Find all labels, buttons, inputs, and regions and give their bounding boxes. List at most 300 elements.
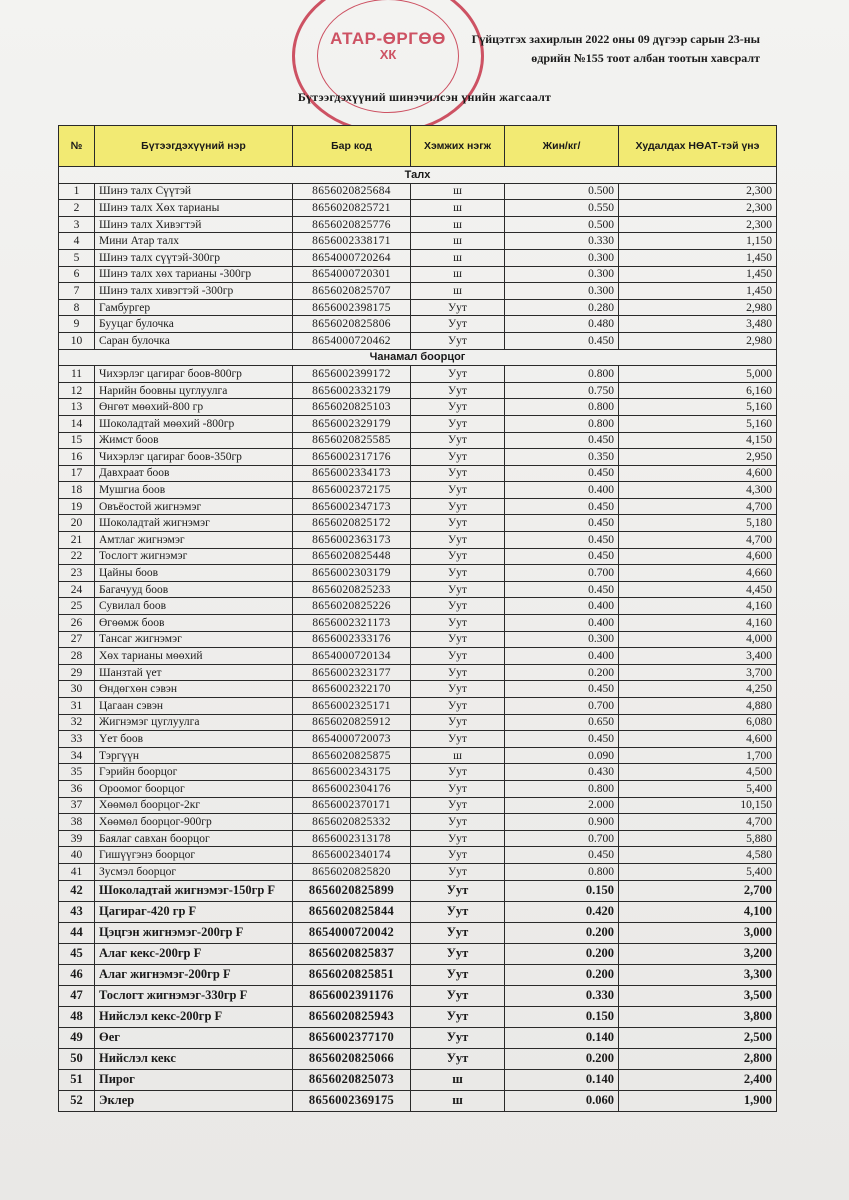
table-row bbox=[59, 814, 777, 831]
cell-price: 4,160 bbox=[619, 615, 777, 632]
cell-unit: ш bbox=[411, 216, 505, 233]
cell-price: 5,000 bbox=[619, 366, 777, 383]
cell-name: Өгөөмж боов bbox=[95, 615, 293, 632]
cell-barcode: 8656002333176 bbox=[293, 631, 411, 648]
cell-name: Овъёостой жигнэмэг bbox=[95, 498, 293, 515]
cell-weight: 0.140 bbox=[505, 1027, 619, 1048]
cell-name: Тослогт жигнэмэг-330гр F bbox=[95, 985, 293, 1006]
cell-weight: 0.350 bbox=[505, 449, 619, 466]
cell-barcode: 8656002347173 bbox=[293, 498, 411, 515]
cell-weight: 0.200 bbox=[505, 664, 619, 681]
cell-unit: Уут bbox=[411, 985, 505, 1006]
cell-weight: 0.330 bbox=[505, 985, 619, 1006]
cell-unit: Уут bbox=[411, 830, 505, 847]
cell-no: 16 bbox=[59, 449, 95, 466]
cell-weight: 0.700 bbox=[505, 830, 619, 847]
cell-price: 4,250 bbox=[619, 681, 777, 698]
table-row bbox=[59, 880, 777, 901]
table-row bbox=[59, 581, 777, 598]
cell-price: 4,700 bbox=[619, 498, 777, 515]
cell-name: Мушгиа боов bbox=[95, 482, 293, 499]
cell-barcode: 8656002323177 bbox=[293, 664, 411, 681]
cell-no: 43 bbox=[59, 901, 95, 922]
table-row bbox=[59, 598, 777, 615]
cell-weight: 0.090 bbox=[505, 747, 619, 764]
cell-barcode: 8656020825875 bbox=[293, 747, 411, 764]
cell-weight: 0.200 bbox=[505, 943, 619, 964]
cell-name: Өнгөт мөөхий-800 гр bbox=[95, 399, 293, 416]
cell-barcode: 8656002332179 bbox=[293, 382, 411, 399]
cell-weight: 0.450 bbox=[505, 515, 619, 532]
table-row bbox=[59, 664, 777, 681]
cell-weight: 0.280 bbox=[505, 299, 619, 316]
cell-no: 7 bbox=[59, 283, 95, 300]
cell-no: 44 bbox=[59, 922, 95, 943]
price-list-table bbox=[58, 125, 777, 1112]
cell-no: 20 bbox=[59, 515, 95, 532]
table-row bbox=[59, 432, 777, 449]
cell-name: Хөөмөл боорцог-900гр bbox=[95, 814, 293, 831]
table-row bbox=[59, 964, 777, 985]
section-header-row bbox=[59, 349, 777, 366]
table-body bbox=[59, 167, 777, 1112]
cell-unit: Уут bbox=[411, 901, 505, 922]
cell-no: 6 bbox=[59, 266, 95, 283]
cell-barcode: 8654000720042 bbox=[293, 922, 411, 943]
cell-unit: Уут bbox=[411, 581, 505, 598]
cell-barcode: 8656020825066 bbox=[293, 1048, 411, 1069]
cell-unit: Уут bbox=[411, 316, 505, 333]
cell-barcode: 8656020825233 bbox=[293, 581, 411, 598]
cell-no: 37 bbox=[59, 797, 95, 814]
cell-price: 1,150 bbox=[619, 233, 777, 250]
cell-price: 5,160 bbox=[619, 399, 777, 416]
cell-weight: 0.400 bbox=[505, 648, 619, 665]
cell-barcode: 8656020825684 bbox=[293, 183, 411, 200]
column-header-no: № bbox=[59, 126, 95, 167]
cell-price: 3,300 bbox=[619, 964, 777, 985]
cell-unit: Уут bbox=[411, 382, 505, 399]
cell-price: 4,700 bbox=[619, 532, 777, 549]
cell-weight: 0.450 bbox=[505, 332, 619, 349]
cell-barcode: 8656020825448 bbox=[293, 548, 411, 565]
cell-name: Саран булочка bbox=[95, 332, 293, 349]
cell-price: 5,160 bbox=[619, 415, 777, 432]
cell-unit: ш bbox=[411, 283, 505, 300]
table-row bbox=[59, 233, 777, 250]
cell-name: Шанзтай үет bbox=[95, 664, 293, 681]
table-row bbox=[59, 985, 777, 1006]
cell-unit: ш bbox=[411, 747, 505, 764]
cell-weight: 0.650 bbox=[505, 714, 619, 731]
table-row bbox=[59, 731, 777, 748]
cell-price: 6,080 bbox=[619, 714, 777, 731]
cell-no: 1 bbox=[59, 183, 95, 200]
cell-name: Нийслэл кекс bbox=[95, 1048, 293, 1069]
cell-weight: 0.450 bbox=[505, 681, 619, 698]
attachment-note bbox=[440, 30, 760, 68]
cell-no: 45 bbox=[59, 943, 95, 964]
cell-unit: ш bbox=[411, 1069, 505, 1090]
cell-unit: Уут bbox=[411, 449, 505, 466]
cell-weight: 0.400 bbox=[505, 598, 619, 615]
cell-price: 1,450 bbox=[619, 283, 777, 300]
cell-weight: 0.300 bbox=[505, 249, 619, 266]
cell-unit: Уут bbox=[411, 943, 505, 964]
cell-price: 2,300 bbox=[619, 200, 777, 217]
cell-weight: 0.450 bbox=[505, 498, 619, 515]
stamp-company-name: АТАР-ӨРГӨӨ bbox=[330, 29, 446, 48]
cell-price: 2,980 bbox=[619, 299, 777, 316]
table-row bbox=[59, 1090, 777, 1111]
cell-name: Тансаг жигнэмэг bbox=[95, 631, 293, 648]
cell-weight: 0.800 bbox=[505, 399, 619, 416]
section-title: Чанамал боорцог bbox=[59, 349, 777, 366]
cell-no: 40 bbox=[59, 847, 95, 864]
cell-weight: 0.140 bbox=[505, 1069, 619, 1090]
table-row bbox=[59, 830, 777, 847]
cell-weight: 0.400 bbox=[505, 615, 619, 632]
cell-weight: 0.550 bbox=[505, 200, 619, 217]
cell-price: 4,500 bbox=[619, 764, 777, 781]
cell-unit: Уут bbox=[411, 548, 505, 565]
cell-name: Өег bbox=[95, 1027, 293, 1048]
cell-unit: Уут bbox=[411, 1027, 505, 1048]
cell-no: 9 bbox=[59, 316, 95, 333]
cell-weight: 0.450 bbox=[505, 432, 619, 449]
cell-weight: 0.800 bbox=[505, 366, 619, 383]
table-row bbox=[59, 532, 777, 549]
cell-barcode: 8656002343175 bbox=[293, 764, 411, 781]
cell-name: Шинэ талх Хөх тарианы bbox=[95, 200, 293, 217]
cell-name: Хөөмөл боорцог-2кг bbox=[95, 797, 293, 814]
cell-weight: 0.800 bbox=[505, 780, 619, 797]
cell-price: 4,600 bbox=[619, 731, 777, 748]
cell-barcode: 8656020825851 bbox=[293, 964, 411, 985]
table-row bbox=[59, 698, 777, 715]
cell-name: Шоколадтай жигнэмэг-150гр F bbox=[95, 880, 293, 901]
cell-barcode: 8656002329179 bbox=[293, 415, 411, 432]
cell-unit: Уут bbox=[411, 814, 505, 831]
column-header-weight: Жин/кг/ bbox=[505, 126, 619, 167]
cell-no: 2 bbox=[59, 200, 95, 217]
cell-name: Үет боов bbox=[95, 731, 293, 748]
cell-no: 32 bbox=[59, 714, 95, 731]
table-row bbox=[59, 366, 777, 383]
cell-unit: Уут bbox=[411, 1006, 505, 1027]
cell-unit: Уут bbox=[411, 797, 505, 814]
cell-no: 21 bbox=[59, 532, 95, 549]
cell-unit: Уут bbox=[411, 565, 505, 582]
cell-weight: 2.000 bbox=[505, 797, 619, 814]
cell-price: 3,500 bbox=[619, 985, 777, 1006]
cell-unit: Уут bbox=[411, 332, 505, 349]
table-row bbox=[59, 764, 777, 781]
table-row bbox=[59, 943, 777, 964]
cell-weight: 0.150 bbox=[505, 880, 619, 901]
cell-weight: 0.330 bbox=[505, 233, 619, 250]
cell-price: 4,160 bbox=[619, 598, 777, 615]
cell-no: 42 bbox=[59, 880, 95, 901]
cell-unit: ш bbox=[411, 249, 505, 266]
cell-unit: ш bbox=[411, 1090, 505, 1111]
table-row bbox=[59, 415, 777, 432]
table-row bbox=[59, 515, 777, 532]
cell-barcode: 8656020825943 bbox=[293, 1006, 411, 1027]
table-row bbox=[59, 498, 777, 515]
cell-no: 26 bbox=[59, 615, 95, 632]
cell-name: Мини Атар талх bbox=[95, 233, 293, 250]
cell-barcode: 8656002340174 bbox=[293, 847, 411, 864]
cell-unit: Уут bbox=[411, 780, 505, 797]
cell-no: 47 bbox=[59, 985, 95, 1006]
cell-barcode: 8656020825721 bbox=[293, 200, 411, 217]
cell-barcode: 8656020825707 bbox=[293, 283, 411, 300]
table-row bbox=[59, 249, 777, 266]
cell-barcode: 8656002363173 bbox=[293, 532, 411, 549]
stamp-company-type: ХК bbox=[379, 47, 397, 62]
cell-barcode: 8656002303179 bbox=[293, 565, 411, 582]
cell-price: 3,200 bbox=[619, 943, 777, 964]
cell-unit: Уут bbox=[411, 1048, 505, 1069]
cell-barcode: 8654000720264 bbox=[293, 249, 411, 266]
table-row bbox=[59, 283, 777, 300]
cell-name: Амтлаг жигнэмэг bbox=[95, 532, 293, 549]
cell-unit: Уут bbox=[411, 964, 505, 985]
cell-no: 10 bbox=[59, 332, 95, 349]
table-row bbox=[59, 1048, 777, 1069]
cell-price: 6,160 bbox=[619, 382, 777, 399]
cell-name: Шинэ талх сүүтэй-300гр bbox=[95, 249, 293, 266]
cell-no: 15 bbox=[59, 432, 95, 449]
cell-weight: 0.450 bbox=[505, 548, 619, 565]
cell-no: 28 bbox=[59, 648, 95, 665]
cell-unit: Уут bbox=[411, 681, 505, 698]
cell-price: 1,450 bbox=[619, 249, 777, 266]
table-row bbox=[59, 1006, 777, 1027]
table-header-row bbox=[59, 126, 777, 167]
cell-price: 1,900 bbox=[619, 1090, 777, 1111]
cell-price: 3,400 bbox=[619, 648, 777, 665]
cell-weight: 0.430 bbox=[505, 764, 619, 781]
cell-weight: 0.750 bbox=[505, 382, 619, 399]
cell-barcode: 8656020825820 bbox=[293, 863, 411, 880]
table-row bbox=[59, 332, 777, 349]
table-row bbox=[59, 863, 777, 880]
cell-name: Шинэ талх хивэгтэй -300гр bbox=[95, 283, 293, 300]
cell-name: Шинэ талх Сүүтэй bbox=[95, 183, 293, 200]
cell-no: 4 bbox=[59, 233, 95, 250]
cell-price: 3,800 bbox=[619, 1006, 777, 1027]
cell-price: 4,880 bbox=[619, 698, 777, 715]
cell-no: 34 bbox=[59, 747, 95, 764]
cell-name: Жигнэмэг цуглуулга bbox=[95, 714, 293, 731]
cell-weight: 0.450 bbox=[505, 847, 619, 864]
cell-unit: Уут bbox=[411, 631, 505, 648]
cell-weight: 0.300 bbox=[505, 266, 619, 283]
cell-unit: Уут bbox=[411, 880, 505, 901]
cell-barcode: 8656002398175 bbox=[293, 299, 411, 316]
cell-price: 4,660 bbox=[619, 565, 777, 582]
cell-name: Алаг кекс-200гр F bbox=[95, 943, 293, 964]
table-row bbox=[59, 847, 777, 864]
cell-name: Эклер bbox=[95, 1090, 293, 1111]
cell-price: 4,000 bbox=[619, 631, 777, 648]
cell-unit: Уут bbox=[411, 465, 505, 482]
cell-barcode: 8656002391176 bbox=[293, 985, 411, 1006]
cell-price: 4,580 bbox=[619, 847, 777, 864]
cell-weight: 0.800 bbox=[505, 863, 619, 880]
cell-no: 11 bbox=[59, 366, 95, 383]
cell-weight: 0.700 bbox=[505, 698, 619, 715]
table-row bbox=[59, 922, 777, 943]
cell-price: 2,300 bbox=[619, 216, 777, 233]
cell-barcode: 8656020825585 bbox=[293, 432, 411, 449]
cell-price: 4,600 bbox=[619, 465, 777, 482]
cell-no: 36 bbox=[59, 780, 95, 797]
cell-price: 1,700 bbox=[619, 747, 777, 764]
cell-barcode: 8656002377170 bbox=[293, 1027, 411, 1048]
cell-no: 30 bbox=[59, 681, 95, 698]
cell-barcode: 8654000720073 bbox=[293, 731, 411, 748]
table-row bbox=[59, 183, 777, 200]
cell-price: 2,300 bbox=[619, 183, 777, 200]
cell-name: Пирог bbox=[95, 1069, 293, 1090]
cell-name: Сувилал боов bbox=[95, 598, 293, 615]
cell-price: 2,500 bbox=[619, 1027, 777, 1048]
cell-unit: Уут bbox=[411, 731, 505, 748]
cell-no: 31 bbox=[59, 698, 95, 715]
table-row bbox=[59, 449, 777, 466]
section-header-row bbox=[59, 167, 777, 184]
cell-price: 3,480 bbox=[619, 316, 777, 333]
cell-no: 48 bbox=[59, 1006, 95, 1027]
cell-no: 18 bbox=[59, 482, 95, 499]
cell-price: 5,180 bbox=[619, 515, 777, 532]
cell-weight: 0.900 bbox=[505, 814, 619, 831]
cell-name: Цэцгэн жигнэмэг-200гр F bbox=[95, 922, 293, 943]
cell-no: 3 bbox=[59, 216, 95, 233]
cell-name: Багачууд боов bbox=[95, 581, 293, 598]
cell-unit: Уут bbox=[411, 714, 505, 731]
cell-unit: Уут bbox=[411, 922, 505, 943]
table-row bbox=[59, 299, 777, 316]
cell-price: 2,700 bbox=[619, 880, 777, 901]
table-row bbox=[59, 714, 777, 731]
cell-unit: Уут bbox=[411, 664, 505, 681]
cell-no: 19 bbox=[59, 498, 95, 515]
cell-price: 4,700 bbox=[619, 814, 777, 831]
cell-weight: 0.300 bbox=[505, 631, 619, 648]
cell-barcode: 8656020825172 bbox=[293, 515, 411, 532]
cell-unit: Уут bbox=[411, 863, 505, 880]
cell-price: 2,400 bbox=[619, 1069, 777, 1090]
cell-no: 50 bbox=[59, 1048, 95, 1069]
cell-barcode: 8656002313178 bbox=[293, 830, 411, 847]
cell-unit: Уут bbox=[411, 415, 505, 432]
cell-name: Гишүүгэнэ боорцог bbox=[95, 847, 293, 864]
cell-name: Өндөгхөн сэвэн bbox=[95, 681, 293, 698]
cell-weight: 0.500 bbox=[505, 183, 619, 200]
cell-no: 52 bbox=[59, 1090, 95, 1111]
cell-no: 33 bbox=[59, 731, 95, 748]
cell-unit: Уут bbox=[411, 764, 505, 781]
cell-no: 38 bbox=[59, 814, 95, 831]
cell-no: 25 bbox=[59, 598, 95, 615]
table-row bbox=[59, 382, 777, 399]
table-row bbox=[59, 615, 777, 632]
cell-barcode: 8656020825837 bbox=[293, 943, 411, 964]
cell-name: Жимст боов bbox=[95, 432, 293, 449]
cell-unit: Уут bbox=[411, 532, 505, 549]
column-header-barcode: Бар код bbox=[293, 126, 411, 167]
cell-unit: ш bbox=[411, 200, 505, 217]
cell-barcode: 8656020825844 bbox=[293, 901, 411, 922]
cell-weight: 0.150 bbox=[505, 1006, 619, 1027]
table-row bbox=[59, 797, 777, 814]
cell-no: 12 bbox=[59, 382, 95, 399]
cell-no: 41 bbox=[59, 863, 95, 880]
cell-name: Тослогт жигнэмэг bbox=[95, 548, 293, 565]
cell-barcode: 8654000720134 bbox=[293, 648, 411, 665]
table-row bbox=[59, 1069, 777, 1090]
cell-weight: 0.200 bbox=[505, 1048, 619, 1069]
cell-weight: 0.450 bbox=[505, 731, 619, 748]
cell-unit: ш bbox=[411, 266, 505, 283]
cell-name: Цайны боов bbox=[95, 565, 293, 582]
cell-unit: Уут bbox=[411, 498, 505, 515]
cell-price: 2,800 bbox=[619, 1048, 777, 1069]
cell-price: 4,450 bbox=[619, 581, 777, 598]
cell-price: 5,400 bbox=[619, 780, 777, 797]
cell-weight: 0.200 bbox=[505, 964, 619, 985]
cell-no: 8 bbox=[59, 299, 95, 316]
cell-barcode: 8656020825332 bbox=[293, 814, 411, 831]
cell-price: 10,150 bbox=[619, 797, 777, 814]
cell-weight: 0.800 bbox=[505, 415, 619, 432]
table-row bbox=[59, 399, 777, 416]
table-row bbox=[59, 1027, 777, 1048]
cell-no: 5 bbox=[59, 249, 95, 266]
table-row bbox=[59, 548, 777, 565]
cell-weight: 0.200 bbox=[505, 922, 619, 943]
table-row bbox=[59, 465, 777, 482]
cell-weight: 0.300 bbox=[505, 283, 619, 300]
cell-name: Чихэрлэг цагираг боов-350гр bbox=[95, 449, 293, 466]
table-row bbox=[59, 631, 777, 648]
cell-barcode: 8656020825899 bbox=[293, 880, 411, 901]
attachment-note-line-1: Гүйцэтгэх захирлын 2022 оны 09 дүгээр сарын 23-ны bbox=[471, 32, 760, 46]
cell-no: 51 bbox=[59, 1069, 95, 1090]
cell-no: 17 bbox=[59, 465, 95, 482]
cell-price: 5,880 bbox=[619, 830, 777, 847]
document-title: Бүтээгдэхүүний шинэчилсэн үнийн жагсаалт bbox=[297, 90, 552, 104]
cell-weight: 0.480 bbox=[505, 316, 619, 333]
cell-barcode: 8656002334173 bbox=[293, 465, 411, 482]
cell-unit: Уут bbox=[411, 399, 505, 416]
cell-barcode: 8654000720301 bbox=[293, 266, 411, 283]
cell-unit: Уут bbox=[411, 366, 505, 383]
cell-name: Алаг жигнэмэг-200гр F bbox=[95, 964, 293, 985]
cell-weight: 0.420 bbox=[505, 901, 619, 922]
cell-barcode: 8656002325171 bbox=[293, 698, 411, 715]
attachment-note-line-2: өдрийн №155 тоот албан тоотын хавсралт bbox=[531, 51, 760, 65]
cell-barcode: 8656020825103 bbox=[293, 399, 411, 416]
cell-price: 4,150 bbox=[619, 432, 777, 449]
cell-name: Шоколадтай жигнэмэг bbox=[95, 515, 293, 532]
cell-name: Нарийн боовны цуглуулга bbox=[95, 382, 293, 399]
cell-name: Тэргүүн bbox=[95, 747, 293, 764]
